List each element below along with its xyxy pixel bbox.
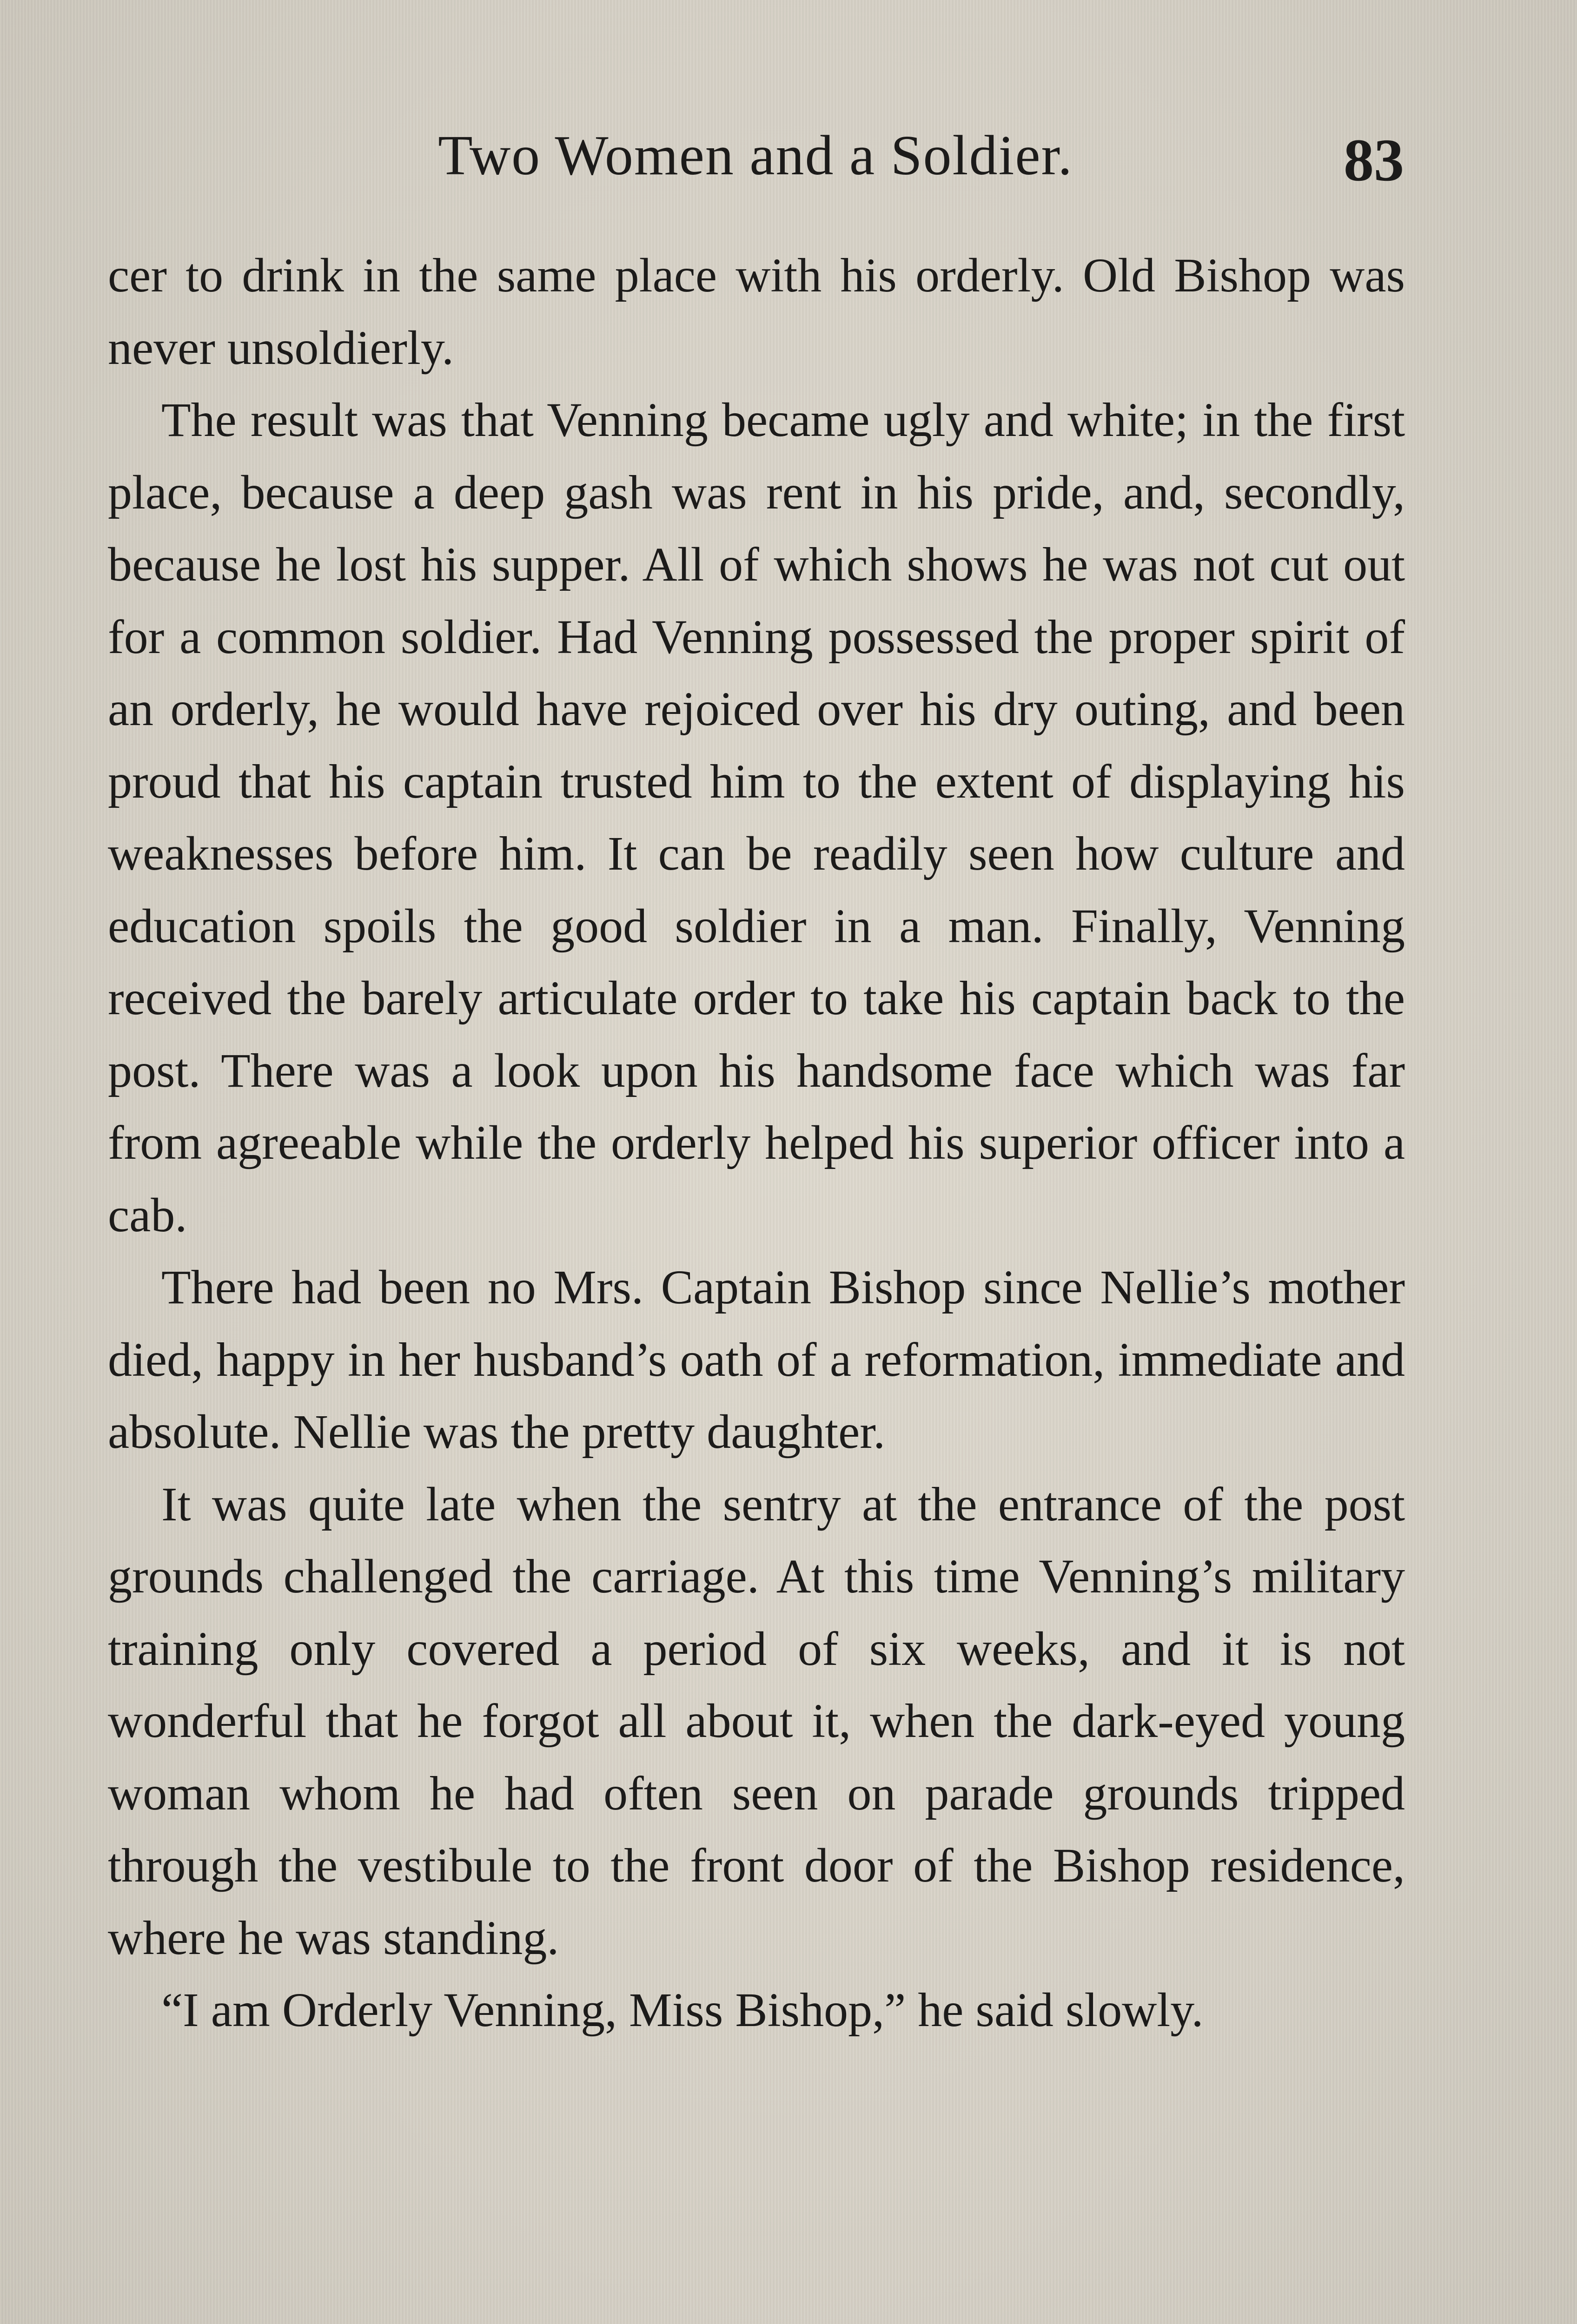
running-title: Two Women and a Soldier. (438, 124, 1073, 187)
body-text (108, 239, 1405, 2047)
paragraph: There had been no Mrs. Captain Bishop since Nellie’s mother died, happy in her husband’s oath of a reformation, immediate and absolute. Nellie was the pretty daughter. (108, 1261, 1405, 1459)
paragraph-continued: cer to drink in the same place with his orderly. Old Bishop was never unsoldierly. (108, 249, 1405, 375)
paragraph: The result was that Venning became ugly and white; in the first place, because a deep gash was rent in his pride, and, secondly, because he lost his supper. All of which shows he was not cut out for a common soldier. Had Venning possessed the proper spirit of an orderly, he would have rejoiced over his dry outing, and been proud that his captain trusted him to the extent of displaying his weaknesses before him. It can be readily seen how culture and education spoils the good soldier in a man. Finally, Venning received the barely articulate order to take his captain back to the post. There was a look upon his handsome face which was far from agreeable while the orderly helped his superior officer into a cab. (108, 393, 1405, 1242)
paragraph: It was quite late when the sentry at the entrance of the post grounds challenged the carriage. At this time Venning’s military training only covered a period of six weeks, and it is not wonderful that he forgot all about it, when the dark-eyed young woman whom he had often seen on parade grounds tripped through the vestibule to the front door of the Bishop residence, where he was standing. (108, 1477, 1405, 1965)
paragraph: “I am Orderly Venning, Miss Bishop,” he said slowly. (161, 1983, 1204, 2037)
running-head (107, 119, 1404, 211)
page-number: 83 (1344, 127, 1404, 194)
